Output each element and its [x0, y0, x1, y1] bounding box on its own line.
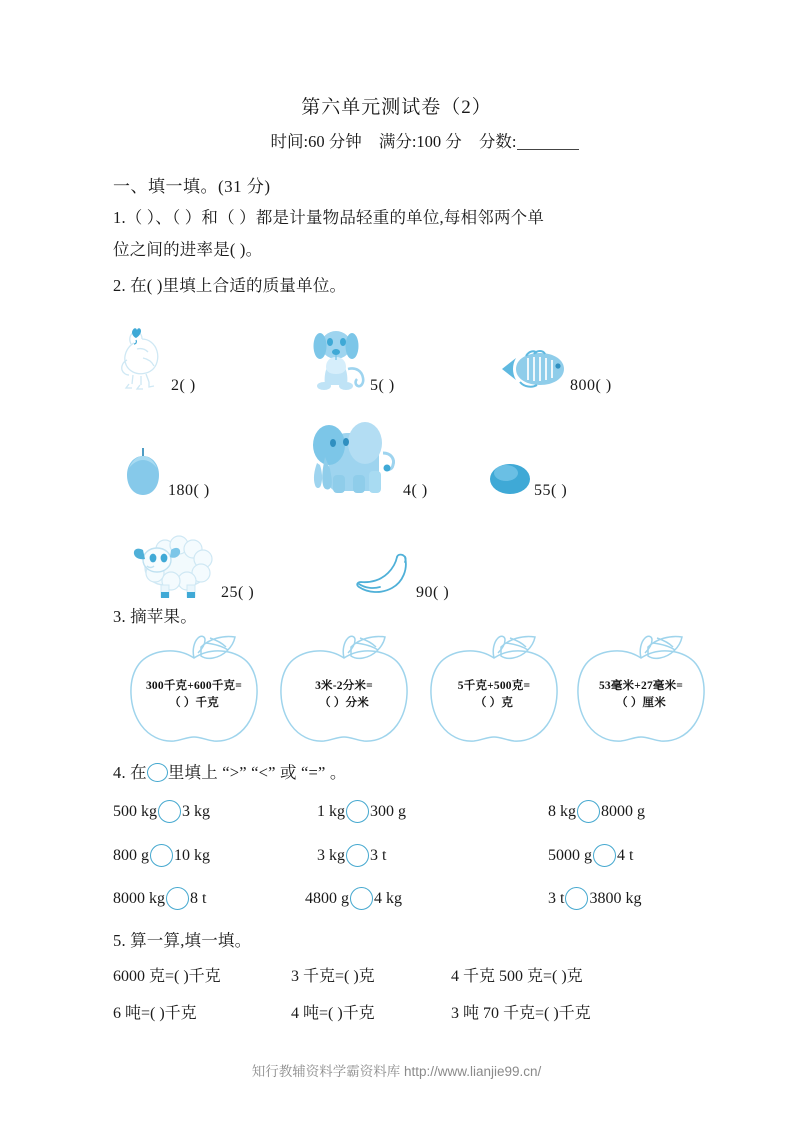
picture-label-sheep: 25( ) [221, 584, 255, 601]
compare-right-3-2: 4 kg [374, 889, 402, 907]
apple-equation-3-line2: （ ）克 [474, 696, 514, 709]
question-2-prompt: 2. 在( )里填上合适的质量单位。 [113, 276, 347, 295]
picture-item-elephant [303, 413, 428, 502]
compare-circle-3-2[interactable] [350, 887, 373, 910]
compare-item-2-3 [548, 844, 633, 867]
question-1-line-2: 位之间的进率是( )。 [113, 240, 263, 259]
compare-item-3-2 [305, 887, 402, 910]
picture-label-apple-fruit: 180( ) [168, 482, 210, 499]
compare-right-1-3: 8000 g [601, 802, 645, 820]
compare-circle-1-3[interactable] [577, 800, 600, 823]
apple-equation-3 [418, 678, 570, 711]
apple-equation-1 [118, 678, 270, 711]
banana-icon [350, 551, 414, 604]
compare-circle-3-1[interactable] [166, 887, 189, 910]
compare-circle-inline[interactable] [147, 763, 168, 782]
picture-label-dog: 5( ) [370, 377, 395, 394]
compare-left-2-2: 3 kg [317, 846, 345, 864]
fish-icon [496, 346, 568, 397]
compare-right-1-1: 3 kg [182, 802, 210, 820]
egg-icon [488, 459, 532, 502]
picture-item-fish [496, 346, 612, 397]
compare-left-1-1: 500 kg [113, 802, 157, 820]
apple-equation-4-line1: 53毫米+27毫米= [598, 680, 684, 692]
compare-circle-1-2[interactable] [346, 800, 369, 823]
compare-item-3-1 [113, 887, 206, 910]
compare-left-2-1: 800 g [113, 846, 149, 864]
apple-card-2[interactable] [268, 630, 420, 748]
compare-row-3 [113, 887, 733, 917]
calc-item-1-2[interactable]: 3 千克=( )克 [291, 968, 375, 985]
apple-equation-1-line1: 300千克+600千克= [145, 680, 242, 692]
compare-left-2-3: 5000 g [548, 846, 592, 864]
dog-icon [306, 320, 368, 397]
compare-right-2-3: 4 t [617, 846, 634, 864]
picture-item-egg [488, 459, 567, 502]
apple-equation-1-line2: （ ）千克 [169, 696, 219, 709]
section-1-heading: 一、填一填。(31 分) [113, 177, 271, 196]
compare-right-3-3: 3800 kg [589, 889, 642, 907]
sheep-icon [131, 533, 219, 604]
score-blank-line[interactable] [517, 149, 579, 150]
compare-left-3-2: 4800 g [305, 889, 349, 907]
total-score-label: 满分:100 分 [378, 132, 462, 151]
compare-item-2-2 [317, 844, 386, 867]
picture-row-1 [113, 305, 713, 397]
picture-row-2 [113, 410, 713, 502]
picture-label-elephant: 4( ) [403, 482, 428, 499]
compare-item-1-2 [317, 800, 406, 823]
picture-row-3 [113, 512, 713, 604]
picture-item-apple-fruit [120, 445, 210, 502]
compare-left-3-3: 3 t [548, 889, 565, 907]
apple-equation-3-line1: 5千克+500克= [457, 680, 531, 692]
picture-label-chicken: 2( ) [171, 377, 196, 394]
question-5-prompt: 5. 算一算,填一填。 [113, 931, 252, 950]
apple-equation-4 [565, 678, 717, 711]
picture-item-sheep [131, 533, 254, 604]
apple-equation-2-line2: （ ）分米 [319, 696, 369, 709]
apple-card-1[interactable] [118, 630, 270, 748]
picture-item-chicken [113, 322, 196, 397]
apple-equation-2 [268, 678, 420, 711]
picture-item-banana [350, 551, 449, 604]
calc-item-2-1[interactable]: 6 吨=( )千克 [113, 1005, 197, 1022]
apple-equation-2-line1: 3米-2分米= [315, 680, 373, 692]
apple-fruit-icon [120, 445, 166, 502]
calc-item-2-3[interactable]: 3 吨 70 千克=( )千克 [451, 1005, 591, 1022]
question-1-line-1: 1.（ ）、（ ）和（ ）都是计量物品轻重的单位,每相邻两个单 [113, 208, 545, 227]
question-4-prompt [113, 759, 347, 783]
compare-circle-1-1[interactable] [158, 800, 181, 823]
compare-right-1-2: 300 g [370, 802, 406, 820]
calc-item-1-1[interactable]: 6000 克=( )千克 [113, 968, 221, 985]
elephant-icon [303, 413, 401, 502]
compare-row-1 [113, 800, 733, 830]
compare-item-3-3 [548, 887, 641, 910]
compare-right-2-1: 10 kg [174, 846, 210, 864]
picture-label-egg: 55( ) [534, 482, 568, 499]
chicken-icon [113, 322, 169, 397]
page-title: 第六单元测试卷（2） [301, 97, 492, 118]
compare-left-1-3: 8 kg [548, 802, 576, 820]
apple-equation-group [118, 630, 718, 750]
score-label: 分数: [478, 132, 517, 151]
picture-label-fish: 800( ) [570, 377, 612, 394]
apple-card-4[interactable] [565, 630, 717, 748]
compare-circle-3-3[interactable] [565, 887, 588, 910]
apple-equation-4-line2: （ ）厘米 [616, 696, 666, 709]
question-3-prompt: 3. 摘苹果。 [113, 607, 197, 626]
compare-circle-2-2[interactable] [346, 844, 369, 867]
time-label: 时间:60 分钟 [270, 132, 362, 151]
picture-item-dog [306, 320, 395, 397]
picture-label-banana: 90( ) [416, 584, 450, 601]
calc-item-1-3[interactable]: 4 千克 500 克=( )克 [451, 968, 583, 985]
compare-right-3-1: 8 t [190, 889, 207, 907]
question-4-prompt-part-2: 里填上 “>” “<” 或 “=” 。 [167, 763, 347, 782]
footer-watermark: 知行教辅资料学霸资料库 http://www.lianjie99.cn/ [251, 1064, 542, 1079]
compare-item-1-3 [548, 800, 645, 823]
compare-row-2 [113, 844, 733, 874]
compare-circle-2-3[interactable] [593, 844, 616, 867]
compare-item-1-1 [113, 800, 210, 823]
compare-circle-2-1[interactable] [150, 844, 173, 867]
exam-meta-line [0, 128, 793, 152]
compare-left-3-1: 8000 kg [113, 889, 165, 907]
question-4-prompt-part-1: 4. 在 [113, 763, 147, 782]
compare-item-2-1 [113, 844, 210, 867]
compare-right-2-2: 3 t [370, 846, 387, 864]
compare-left-1-2: 1 kg [317, 802, 345, 820]
calc-item-2-2[interactable]: 4 吨=( )千克 [291, 1005, 375, 1022]
apple-card-3[interactable] [418, 630, 570, 748]
